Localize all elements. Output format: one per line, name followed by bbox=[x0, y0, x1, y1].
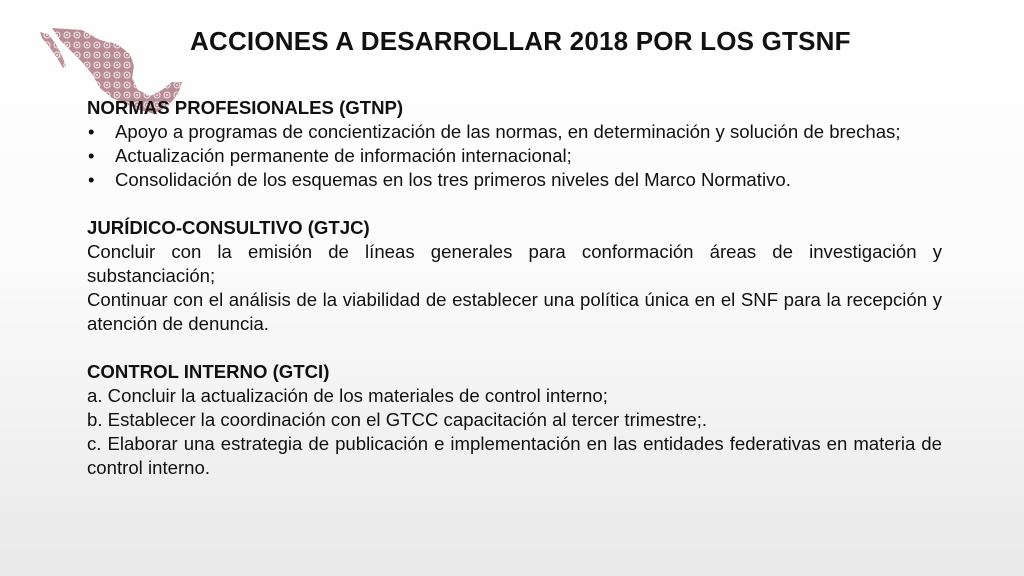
section-heading: CONTROL INTERNO (GTCI) bbox=[87, 361, 330, 382]
section-heading: NORMAS PROFESIONALES (GTNP) bbox=[87, 97, 404, 118]
list-item: • Consolidación de los esquemas en los tres primeros niveles del Marco Normativo. bbox=[87, 168, 942, 192]
section-gtnp bbox=[87, 96, 942, 192]
paragraph: Concluir con la emisión de líneas generales para conformación áreas de investigación y substanciación; bbox=[87, 241, 942, 286]
paragraph: c. Elaborar una estrategia de publicación e implementación en las entidades federativas en materia de control interno. bbox=[87, 433, 942, 478]
list-item: • Actualización permanente de información internacional; bbox=[87, 144, 942, 168]
paragraph: b. Establecer la coordinación con el GTCC capacitación al tercer trimestre;. bbox=[87, 409, 708, 430]
section-heading: JURÍDICO-CONSULTIVO (GTJC) bbox=[87, 217, 370, 238]
paragraph: a. Concluir la actualización de los materiales de control interno; bbox=[87, 385, 608, 406]
section-gtci bbox=[87, 360, 942, 480]
paragraph: Continuar con el análisis de la viabilidad de establecer una política única en el SNF para la recepción y atención de denuncia. bbox=[87, 289, 942, 334]
section-gtjc bbox=[87, 216, 942, 336]
bullet-list bbox=[87, 120, 942, 192]
slide-title: ACCIONES A DESARROLLAR 2018 POR LOS GTSNF bbox=[190, 26, 851, 56]
slide-content bbox=[87, 96, 942, 504]
list-item: • Apoyo a programas de concientización de las normas, en determinación y solución de brechas; bbox=[87, 120, 942, 144]
